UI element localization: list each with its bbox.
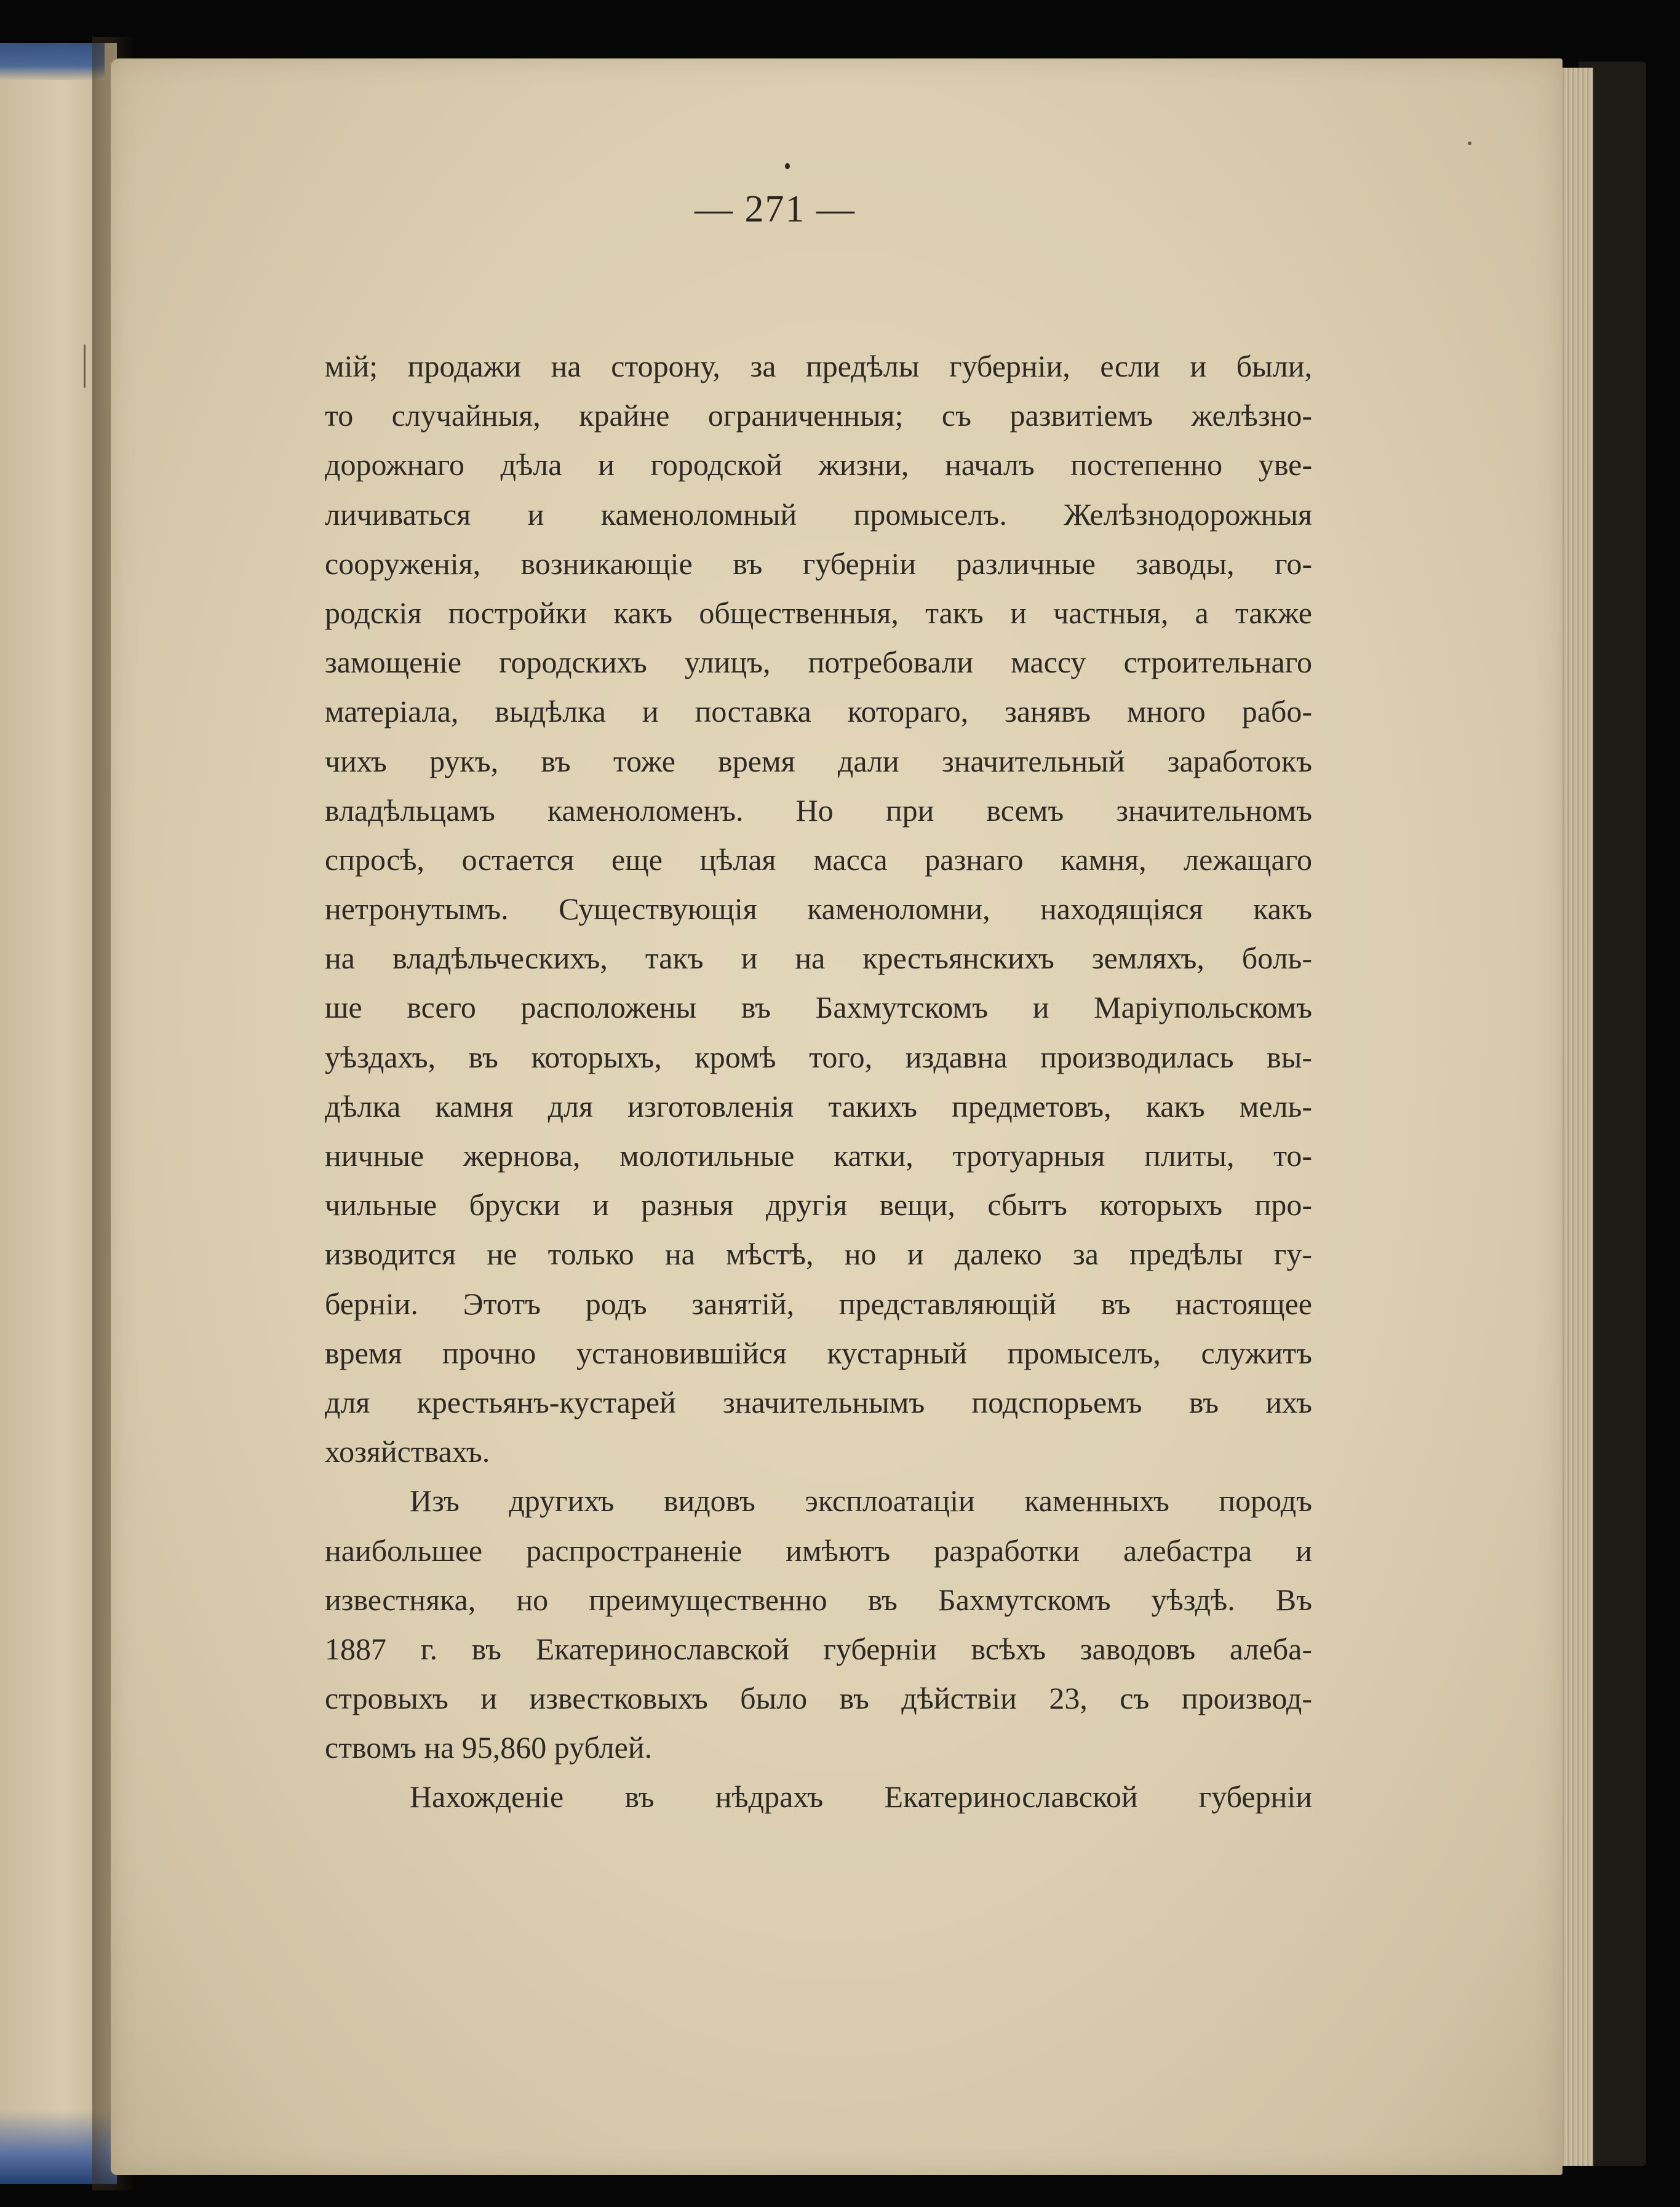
text-line: ствомъ на 95,860 рублей. bbox=[325, 1730, 653, 1765]
text-line: спросѣ, остается еще цѣлая масса разнаго камня, лежащаго bbox=[325, 842, 1312, 877]
gutter-mark bbox=[84, 345, 86, 388]
text-line: на владѣльческихъ, такъ и на крестьянскихъ земляхъ, боль- bbox=[325, 941, 1312, 976]
text-line: стровыхъ и известковыхъ было въ дѣйствіи 23, съ производ- bbox=[325, 1681, 1312, 1716]
text-line: 1887 г. въ Екатеринославской губерніи всѣхъ заводовъ алеба- bbox=[325, 1631, 1312, 1666]
text-line: ше всего расположены въ Бахмутскомъ и Маріупольскомъ bbox=[325, 990, 1312, 1025]
text-line: наибольшее распространеніе имѣютъ разработки алебастра и bbox=[325, 1533, 1312, 1568]
text-line: уѣздахъ, въ которыхъ, кромѣ того, издавна производилась вы- bbox=[325, 1039, 1312, 1074]
text-line: то случайныя, крайне ограниченныя; съ развитіемъ желѣзно- bbox=[325, 398, 1312, 433]
ink-speck bbox=[785, 163, 790, 169]
text-line: владѣльцамъ каменоломенъ. Но при всемъ значительномъ bbox=[325, 792, 1312, 828]
paragraph-first-line: Нахожденіе въ нѣдрахъ Екатеринославской губерніи bbox=[410, 1779, 1312, 1814]
text-line: нетронутымъ. Существующія каменоломни, находящіяся какъ bbox=[325, 892, 1312, 927]
ink-speck bbox=[1468, 142, 1471, 145]
text-line: дорожнаго дѣла и городской жизни, началъ постепенно уве- bbox=[325, 447, 1312, 482]
text-line: известняка, но преимущественно въ Бахмутскомъ уѣздѣ. Въ bbox=[325, 1582, 1312, 1617]
text-line: время прочно установившійся кустарный промыселъ, служитъ bbox=[325, 1335, 1312, 1370]
text-line: матеріала, выдѣлка и поставка котораго, занявъ много рабо- bbox=[325, 694, 1312, 729]
text-line: ничные жернова, молотильные катки, тротуарныя плиты, то- bbox=[325, 1138, 1312, 1173]
page-body-text bbox=[325, 341, 1312, 1822]
text-line: замощеніе городскихъ улицъ, потребовали массу строительнаго bbox=[325, 645, 1312, 680]
text-line: изводится не только на мѣстѣ, но и далеко за предѣлы гу- bbox=[325, 1237, 1312, 1272]
text-line: берніи. Этотъ родъ занятій, представляющій въ настоящее bbox=[325, 1286, 1312, 1321]
text-line: сооруженія, возникающіе въ губерніи различные заводы, го- bbox=[325, 546, 1312, 581]
text-line: дѣлка камня для изготовленія такихъ предметовъ, какъ мель- bbox=[325, 1088, 1312, 1123]
text-line: чихъ рукъ, въ тоже время дали значительный заработокъ bbox=[325, 743, 1312, 778]
text-line: для крестьянъ-кустарей значительнымъ подспорьемъ въ ихъ bbox=[325, 1384, 1312, 1419]
text-line: мій; продажи на сторону, за предѣлы губерніи, если и были, bbox=[325, 349, 1312, 383]
paragraph-first-line: Изъ другихъ видовъ эксплоатаціи каменныхъ породъ bbox=[410, 1483, 1312, 1519]
text-line: личиваться и каменоломный промыселъ. Желѣзнодорожныя bbox=[325, 497, 1312, 532]
text-line: хозяйствахъ. bbox=[325, 1434, 490, 1469]
page-number: — 271 — bbox=[695, 188, 856, 230]
text-line: чильные бруски и разныя другія вещи, сбытъ которыхъ про- bbox=[325, 1187, 1312, 1223]
left-page-binding-top bbox=[0, 43, 105, 80]
text-line: родскія постройки какъ общественныя, такъ и частныя, а также bbox=[325, 595, 1312, 630]
